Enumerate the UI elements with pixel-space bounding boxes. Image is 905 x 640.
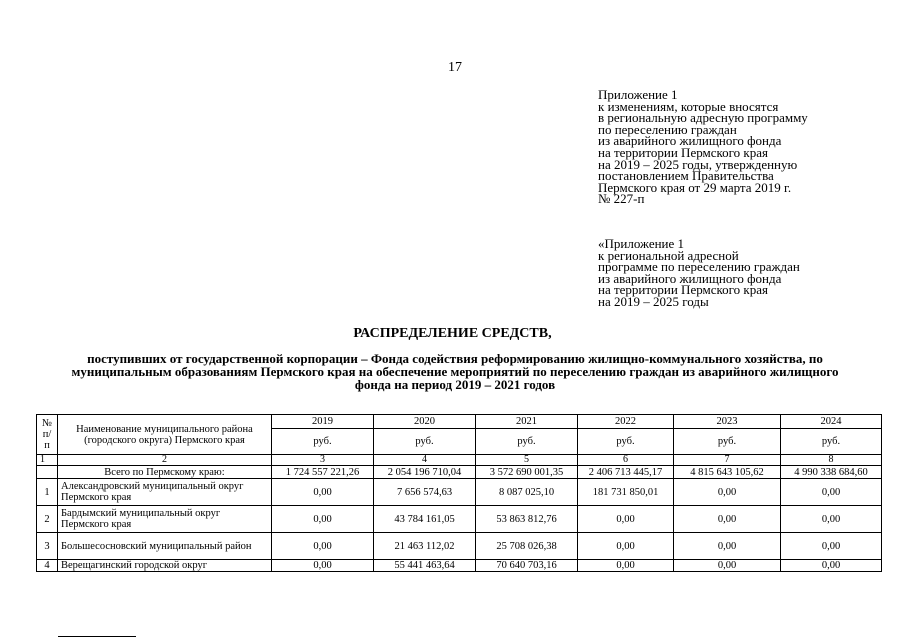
header-no: № п/п — [37, 415, 58, 455]
appendix-line: из аварийного жилищного фонда — [598, 270, 782, 286]
row-name: Александровский муниципальный округ Пермского края — [58, 479, 272, 506]
header-year: 2021 — [476, 415, 578, 429]
document-subtitle: поступивших от государственной корпорации – Фонда содействия реформированию жилищно-коммунального хозяйства, по муниципальным образованиям Пермского края на обеспечение мероприятий по переселению граждан из аварийного жилищного фонда на период 2019 – 2021 годов — [71, 351, 839, 392]
appendix-line: «Приложение 1 — [598, 236, 685, 251]
row-value: 25 708 026,38 — [476, 533, 578, 560]
row-name: Бардымский муниципальный округ Пермского края — [58, 506, 272, 533]
header-unit: руб. — [272, 429, 374, 455]
row-number: 2 — [37, 506, 58, 533]
column-number: 1 — [37, 455, 58, 466]
appendix-line: на территории Пермского края — [598, 144, 768, 160]
total-label: Всего по Пермскому краю: — [58, 466, 272, 479]
row-number: 3 — [37, 533, 58, 560]
total-value: 4 990 338 684,60 — [781, 466, 882, 479]
total-value: 1 724 557 221,26 — [272, 466, 374, 479]
row-value: 0,00 — [578, 533, 674, 560]
document-title: РАСПРЕДЕЛЕНИЕ СРЕДСТВ, — [353, 326, 552, 341]
appendix-line: на 2019 – 2025 годы — [598, 293, 709, 309]
column-number: 7 — [674, 455, 781, 466]
row-value: 181 731 850,01 — [578, 479, 674, 506]
table-row — [37, 533, 882, 560]
row-value: 0,00 — [781, 560, 882, 572]
table-row — [37, 560, 882, 572]
header-year: 2024 — [781, 415, 882, 429]
header-year: 2020 — [374, 415, 476, 429]
appendix-line: из аварийного жилищного фонда — [598, 133, 782, 149]
row-value: 0,00 — [578, 560, 674, 572]
row-value: 0,00 — [578, 506, 674, 533]
header-unit: руб. — [476, 429, 578, 455]
appendix-note-amendments — [598, 89, 868, 205]
table-row — [37, 479, 882, 506]
column-number: 2 — [58, 455, 272, 466]
row-name: Большесосновский муниципальный район — [58, 533, 272, 560]
row-number: 1 — [37, 479, 58, 506]
table-row — [37, 506, 882, 533]
appendix-line: на территории Пермского края — [598, 282, 768, 298]
appendix-line: Приложение 1 — [598, 87, 678, 102]
row-value: 0,00 — [272, 479, 374, 506]
row-value: 0,00 — [781, 506, 882, 533]
row-value: 8 087 025,10 — [476, 479, 578, 506]
total-row — [37, 466, 882, 479]
total-no-cell — [37, 466, 58, 479]
row-value: 43 784 161,05 — [374, 506, 476, 533]
appendix-line: Пермского края от 29 марта 2019 г. — [598, 179, 792, 195]
row-value: 0,00 — [272, 506, 374, 533]
header-unit: руб. — [578, 429, 674, 455]
row-name: Верещагинский городской округ — [58, 560, 272, 572]
appendix-line: программе по переселению граждан — [598, 259, 800, 275]
column-number: 8 — [781, 455, 882, 466]
total-value: 4 815 643 105,62 — [674, 466, 781, 479]
row-value: 0,00 — [781, 533, 882, 560]
column-number-row — [37, 455, 882, 466]
column-number: 3 — [272, 455, 374, 466]
appendix-line: к региональной адресной — [598, 247, 739, 263]
row-value: 0,00 — [674, 506, 781, 533]
header-year: 2019 — [272, 415, 374, 429]
header-year: 2022 — [578, 415, 674, 429]
row-value: 0,00 — [272, 560, 374, 572]
appendix-line: в региональную адресную программу — [598, 110, 808, 126]
footnote-separator — [58, 636, 136, 637]
total-value: 2 406 713 445,17 — [578, 466, 674, 479]
header-name: Наименование муниципального района (городского округа) Пермского края — [58, 415, 272, 455]
row-value: 0,00 — [674, 479, 781, 506]
row-value: 0,00 — [674, 533, 781, 560]
row-value: 53 863 812,76 — [476, 506, 578, 533]
row-value: 21 463 112,02 — [374, 533, 476, 560]
page-number: 17 — [448, 60, 462, 75]
row-value: 0,00 — [674, 560, 781, 572]
header-unit: руб. — [781, 429, 882, 455]
column-number: 5 — [476, 455, 578, 466]
row-number: 4 — [37, 560, 58, 572]
appendix-line: по переселению граждан — [598, 121, 737, 137]
total-value: 3 572 690 001,35 — [476, 466, 578, 479]
appendix-line: на 2019 – 2025 годы, утвержденную — [598, 156, 798, 172]
appendix-line: № 227-п — [598, 191, 645, 207]
column-number: 6 — [578, 455, 674, 466]
appendix-line: постановлением Правительства — [598, 168, 774, 184]
header-unit: руб. — [374, 429, 476, 455]
table-header-row — [37, 415, 882, 429]
header-unit: руб. — [674, 429, 781, 455]
row-value: 55 441 463,64 — [374, 560, 476, 572]
row-value: 0,00 — [781, 479, 882, 506]
row-value: 0,00 — [272, 533, 374, 560]
row-value: 70 640 703,16 — [476, 560, 578, 572]
appendix-line: к изменениям, которые вносятся — [598, 98, 779, 114]
row-value: 7 656 574,63 — [374, 479, 476, 506]
total-value: 2 054 196 710,04 — [374, 466, 476, 479]
appendix-note-program — [598, 238, 868, 308]
header-year: 2023 — [674, 415, 781, 429]
funds-distribution-table — [36, 414, 882, 572]
column-number: 4 — [374, 455, 476, 466]
